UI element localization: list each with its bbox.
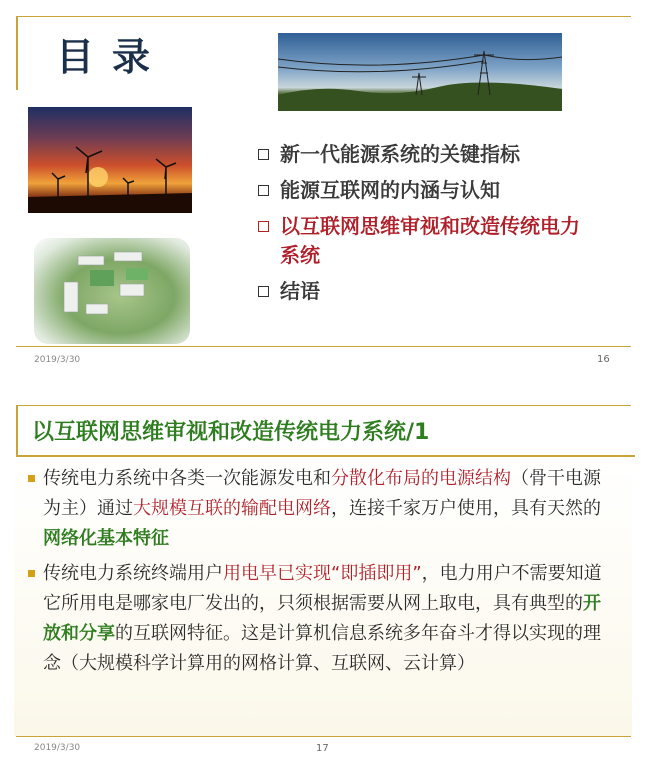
- highlight-green: 网络化基本特征: [43, 528, 169, 549]
- text-run: 的互联网特征。这是计算机信息系统多年奋斗才得以实现的理念（大规模科学计算用的网格计算、互联网、云计算）: [43, 623, 601, 674]
- footer-rule: [16, 736, 631, 737]
- highlight-red: 大规模互联的输配电网络: [133, 498, 331, 519]
- highlight-red: 用电早已实现“即插即用”: [223, 563, 422, 584]
- title-underline: [16, 455, 635, 457]
- toc-item-internet-thinking[interactable]: [258, 212, 598, 270]
- table-of-contents: [258, 140, 598, 313]
- page-title: 以互联网思维审视和改造传统电力系统/1: [32, 420, 430, 445]
- toc-item-label: 能源互联网的内涵与认知: [280, 178, 500, 202]
- wind-turbine-photo: [28, 107, 192, 213]
- toc-item-label: 新一代能源系统的关键指标: [280, 142, 520, 166]
- bullet-square-icon: [28, 475, 35, 482]
- page-number: 16: [597, 354, 610, 365]
- text-run: 传统电力系统中各类一次能源发电和: [43, 468, 331, 489]
- toc-item-label: 结语: [280, 279, 320, 303]
- slide-top-rule: [16, 16, 631, 17]
- page-title: 目录: [56, 35, 169, 79]
- slide-left-rule: [16, 16, 18, 90]
- toc-item-key-indicators[interactable]: [258, 140, 598, 169]
- bullet-paragraph-2: [28, 559, 606, 679]
- footer-date: 2019/3/30: [34, 355, 81, 365]
- footer-rule: [16, 346, 631, 347]
- bullet-square-icon: [28, 570, 35, 577]
- checkbox-icon: [258, 149, 269, 160]
- checkbox-icon: [258, 221, 269, 232]
- footer-date: 2019/3/30: [34, 743, 81, 753]
- slide-16: [0, 0, 649, 383]
- text-run: 传统电力系统终端用户: [43, 563, 223, 584]
- checkbox-icon: [258, 286, 269, 297]
- page-number: 17: [316, 743, 329, 754]
- highlight-green: 开放和分享: [43, 593, 601, 644]
- bullet-paragraph-1: [28, 464, 606, 554]
- slide-top-rule: [16, 405, 631, 406]
- toc-item-energy-internet[interactable]: [258, 176, 598, 205]
- toc-item-conclusion[interactable]: [258, 277, 598, 306]
- power-tower-photo: [278, 33, 562, 111]
- toc-item-label: 以互联网思维审视和改造传统电力系统: [280, 214, 580, 267]
- text-run: ，电力用户不需要知道它所用电是哪家电厂发出的，只须根据需要从网上取电，具有典型的: [43, 563, 602, 614]
- text-run: ，连接千家万户使用，具有天然的: [331, 498, 601, 519]
- highlight-red: 分散化布局的电源结构: [331, 468, 511, 489]
- paragraph-text: [43, 559, 606, 679]
- campus-aerial-photo: [34, 238, 190, 344]
- paragraph-text: [43, 464, 606, 554]
- slide-17: [0, 391, 649, 776]
- text-run: （骨干电源为主）通过: [43, 468, 601, 519]
- slide-left-rule: [16, 405, 18, 457]
- checkbox-icon: [258, 185, 269, 196]
